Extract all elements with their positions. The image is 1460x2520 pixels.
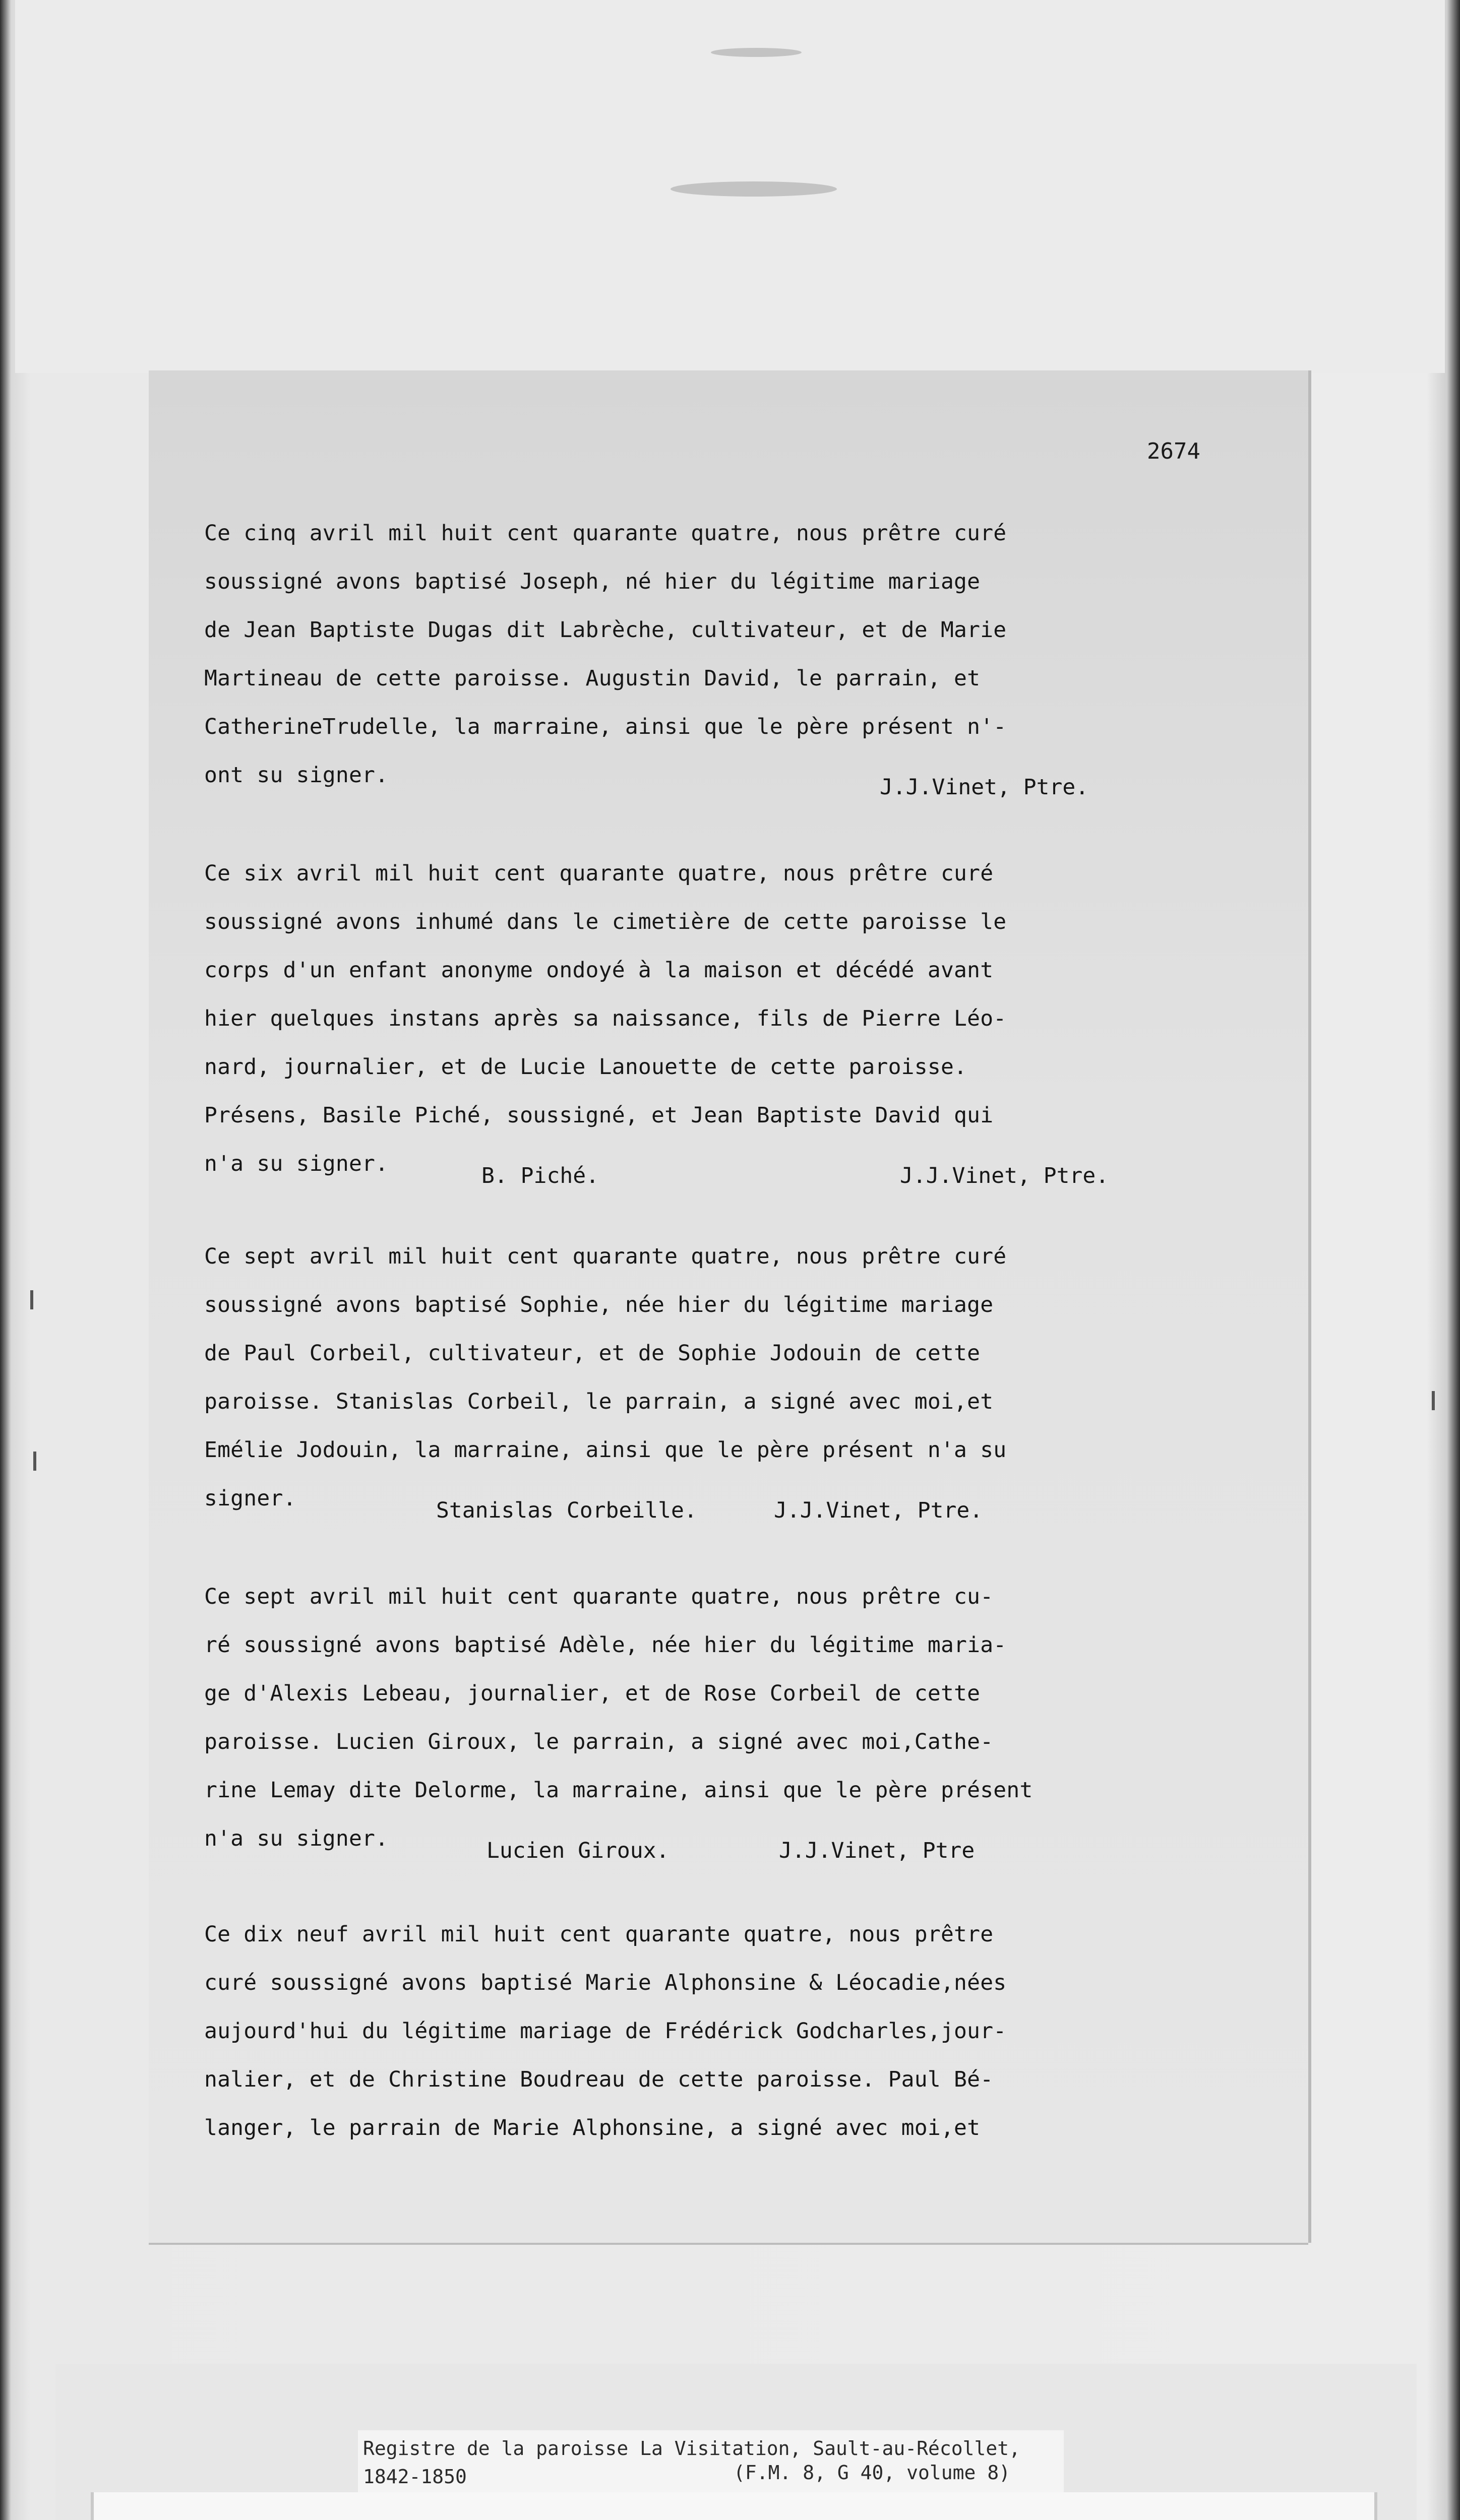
register-entry (204, 1232, 1263, 1529)
signature-witness: B. Piché. (481, 1163, 599, 1188)
signature-priest: J.J.Vinet, Ptre (779, 1838, 975, 1863)
register-entry (204, 1572, 1263, 1869)
entry-line: nalier, et de Christine Boudreau de cette paroisse. Paul Bé- (204, 2067, 994, 2092)
entry-line: Ce sept avril mil huit cent quarante quatre, nous prêtre cu- (204, 1584, 994, 1609)
entry-line: corps d'un enfant anonyme ondoyé à la maison et décédé avant (204, 958, 994, 983)
signature-row (204, 769, 1263, 805)
margin-mark (1432, 1391, 1435, 1410)
margin-mark (30, 1290, 33, 1309)
entry-line: curé soussigné avons baptisé Marie Alphonsine & Léocadie,nées (204, 1970, 1007, 1995)
signature-godfather: Stanislas Corbeille. (436, 1498, 697, 1523)
entry-line: paroisse. Stanislas Corbeil, le parrain, a signé avec moi,et (204, 1389, 994, 1414)
caption-dates: 1842-1850 (363, 2466, 467, 2488)
entry-line: aujourd'hui du légitime mariage de Frédérick Godcharles,jour- (204, 2019, 1007, 2044)
entry-line: ont su signer. (204, 763, 389, 788)
signature-godfather: Lucien Giroux. (486, 1838, 670, 1863)
archive-label-card (91, 2492, 1377, 2520)
register-entry (204, 1910, 1263, 2152)
entry-line: langer, le parrain de Marie Alphonsine, a signé avec moi,et (204, 2115, 981, 2140)
film-smudge (671, 181, 837, 197)
signature-row (204, 1158, 1263, 1194)
entry-line: Martineau de cette paroisse. Augustin David, le parrain, et (204, 666, 981, 691)
entry-line: Ce dix neuf avril mil huit cent quarante quatre, nous prêtre (204, 1922, 994, 1947)
signature-priest: J.J.Vinet, Ptre. (880, 775, 1089, 800)
entry-line: Emélie Jodouin, la marraine, ainsi que le père présent n'a su (204, 1437, 1007, 1463)
signature-row (204, 1492, 1263, 1529)
entry-line: Présens, Basile Piché, soussigné, et Jean Baptiste David qui (204, 1103, 994, 1128)
entry-line: nard, journalier, et de Lucie Lanouette de cette paroisse. (204, 1054, 967, 1080)
archive-caption (358, 2430, 1064, 2496)
entry-line: ré soussigné avons baptisé Adèle, née hier du légitime maria- (204, 1632, 1007, 1658)
margin-mark (33, 1452, 36, 1471)
entry-line: soussigné avons inhumé dans le cimetière de cette paroisse le (204, 909, 1007, 934)
entry-line: ge d'Alexis Lebeau, journalier, et de Rose Corbeil de cette (204, 1681, 981, 1706)
entry-line: soussigné avons baptisé Joseph, né hier du légitime mariage (204, 569, 981, 594)
signature-priest: J.J.Vinet, Ptre. (774, 1498, 983, 1523)
entry-line: soussigné avons baptisé Sophie, née hier du légitime mariage (204, 1292, 994, 1317)
entry-line: n'a su signer. (204, 1826, 389, 1851)
entry-line: CatherineTrudelle, la marraine, ainsi que le père présent n'- (204, 714, 1007, 739)
register-entry (204, 509, 1263, 805)
entry-line: hier quelques instans après sa naissance, fils de Pierre Léo- (204, 1006, 1007, 1031)
register-entry (204, 849, 1263, 1194)
entry-line: rine Lemay dite Delorme, la marraine, ainsi que le père présent (204, 1778, 1033, 1803)
caption-title: Registre de la paroisse La Visitation, Sault-au-Récollet, (363, 2437, 1021, 2460)
signature-priest: J.J.Vinet, Ptre. (900, 1163, 1109, 1188)
signature-row (204, 1833, 1263, 1869)
entry-line: signer. (204, 1486, 296, 1511)
entry-line: Ce six avril mil huit cent quarante quatre, nous prêtre curé (204, 861, 994, 886)
page-number: 2674 (1147, 438, 1200, 464)
entry-line: Ce sept avril mil huit cent quarante quatre, nous prêtre curé (204, 1244, 1007, 1269)
entry-line: paroisse. Lucien Giroux, le parrain, a signé avec moi,Cathe- (204, 1729, 994, 1754)
entry-line: de Paul Corbeil, cultivateur, et de Sophie Jodouin de cette (204, 1341, 981, 1366)
entry-line: Ce cinq avril mil huit cent quarante quatre, nous prêtre curé (204, 521, 1007, 546)
entry-line: de Jean Baptiste Dugas dit Labrèche, cultivateur, et de Marie (204, 617, 1007, 643)
film-smudge (711, 48, 802, 57)
entry-line: n'a su signer. (204, 1151, 389, 1176)
caption-reference: (F.M. 8, G 40, volume 8) (734, 2462, 1011, 2484)
